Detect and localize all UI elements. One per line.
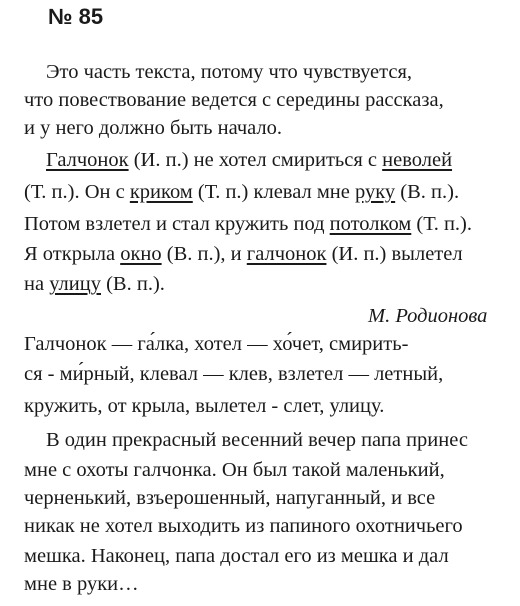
underlined-word: криком xyxy=(129,181,193,203)
exercise-number: № 85 xyxy=(48,4,104,29)
underlined-word: руку xyxy=(355,181,396,203)
analysis-line-2: (Т. п.). Он с криком (Т. п.) клевал мне руку (В. п.). xyxy=(24,181,460,203)
analysis-line-1: Галчонок (И. п.) не хотел смириться с неволей xyxy=(46,149,453,171)
roots-line-2: ся - ми́рный, клевал — клев, взлетел — летный, xyxy=(24,363,444,385)
underlined-word: Галчонок xyxy=(46,149,129,171)
underlined-word: улицу xyxy=(49,273,101,295)
story-line-6: мне в руки… xyxy=(24,573,139,595)
intro-line-1: Это часть текста, потому что чувствуется, xyxy=(46,61,413,83)
analysis-line-4: Я открыла окно (В. п.), и галчонок (И. п.) вылетел xyxy=(24,243,463,265)
story-line-4: никак не хотел выходить из папиного охотничьего xyxy=(24,515,463,537)
underlined-word: галчонок xyxy=(246,243,327,265)
author-signature: М. Родионова xyxy=(368,305,488,327)
story-line-5: мешка. Наконец, папа достал его из мешка и дал xyxy=(24,545,449,567)
intro-line-3: и у него должно быть начало. xyxy=(24,117,283,139)
analysis-line-5: на улицу (В. п.). xyxy=(24,273,165,295)
story-line-2: мне с охоты галчонка. Он был такой маленький, xyxy=(24,459,445,481)
roots-line-3: кружить, от крыла, вылетел - слет, улицу. xyxy=(24,395,385,417)
intro-line-2: что повествование ведется с середины рассказа, xyxy=(24,89,444,111)
underlined-word: потолком xyxy=(329,213,412,235)
roots-line-1: Галчонок — га́лка, хотел — хо́чет, смирить- xyxy=(24,333,409,355)
analysis-line-3: Потом взлетел и стал кружить под потолком (Т. п.). xyxy=(24,213,473,235)
underlined-word: неволей xyxy=(382,149,453,171)
story-line-1: В один прекрасный весенний вечер папа принес xyxy=(46,429,468,451)
story-line-3: черненький, взъерошенный, напуганный, и все xyxy=(24,487,436,509)
underlined-word: окно xyxy=(120,243,162,265)
